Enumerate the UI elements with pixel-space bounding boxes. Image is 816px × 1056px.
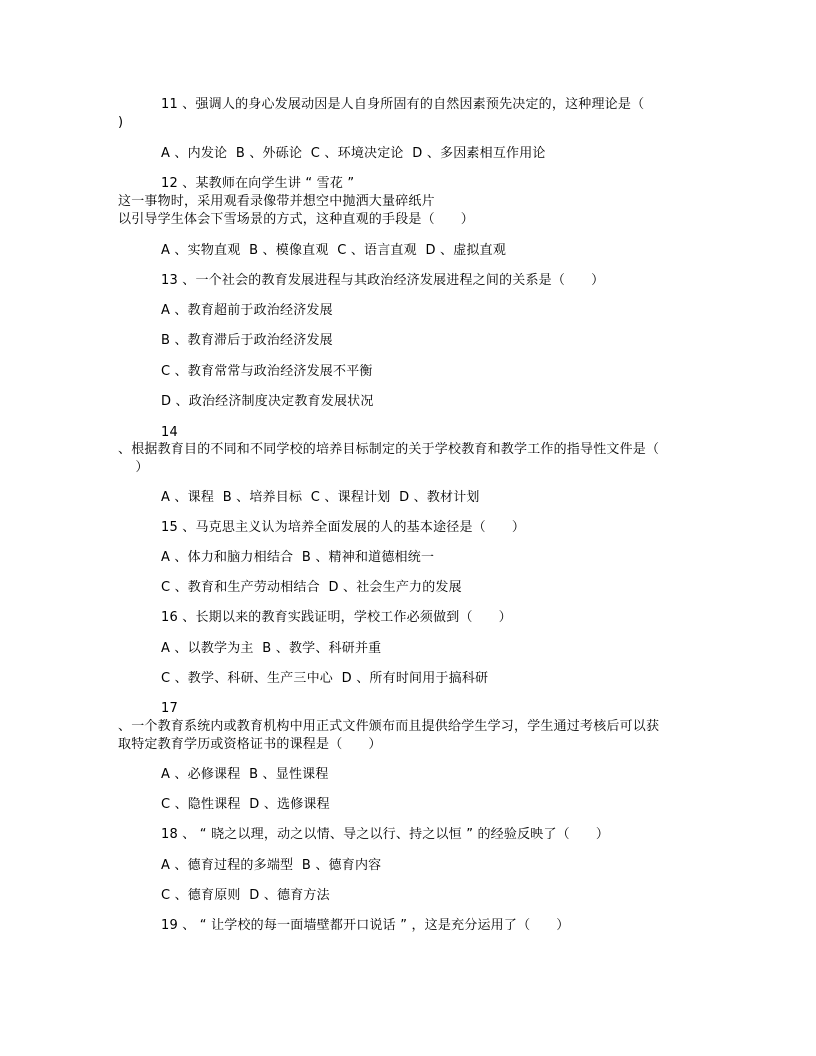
question-17-options-line-1: A 、必修课程 B 、显性课程 (161, 767, 329, 782)
question-13-stem: 13 、一个社会的教育发展进程与其政治经济发展进程之间的关系是（ ） (161, 273, 605, 288)
question-13-option-d: D 、政治经济制度决定教育发展状况 (161, 394, 374, 409)
question-18-options-line-2: C 、德育原则 D 、德育方法 (161, 888, 330, 903)
question-11-stem-line-2: ) (118, 115, 124, 130)
question-18-options-line-1: A 、德育过程的多端型 B 、德育内容 (161, 858, 382, 873)
question-14-stem-line-2: ） (118, 460, 149, 475)
question-17-options-line-2: C 、隐性课程 D 、选修课程 (161, 797, 330, 812)
question-13-option-c: C 、教育常常与政治经济发展不平衡 (161, 364, 373, 379)
question-12-stem-line-3: 以引导学生体会下雪场景的方式，这种直观的手段是（ ） (118, 212, 474, 227)
question-16-stem: 16 、长期以来的教育实践证明，学校工作必须做到（ ） (161, 610, 512, 625)
question-17-stem-line-1: 、一个教育系统内或教育机构中用正式文件颁布而且提供给学生学习，学生通过考核后可以获 (118, 719, 660, 734)
question-12-options: A 、实物直观 B 、模像直观 C 、语言直观 D 、虚拟直观 (161, 243, 507, 258)
question-16-options-line-1: A 、以教学为主 B 、教学、科研并重 (161, 641, 382, 656)
question-16-options-line-2: C 、教学、科研、生产三中心 D 、所有时间用于搞科研 (161, 671, 489, 686)
question-13-option-a: A 、教育超前于政治经济发展 (161, 303, 333, 318)
question-17-stem-line-2: 取特定教育学历或资格证书的课程是（ ） (118, 737, 382, 752)
question-15-stem: 15 、马克思主义认为培养全面发展的人的基本途径是（ ） (161, 520, 526, 535)
question-11-options: A 、内发论 B 、外砾论 C 、环境决定论 D 、多因素相互作用论 (161, 146, 546, 161)
question-14-options: A 、课程 B 、培养目标 C 、课程计划 D 、教材计划 (161, 490, 480, 505)
question-15-options-line-2: C 、教育和生产劳动相结合 D 、社会生产力的发展 (161, 580, 462, 595)
question-17-number: 17 (161, 701, 178, 716)
question-13-option-b: B 、教育滞后于政治经济发展 (161, 333, 333, 348)
question-12-stem-line-2: 这一事物时，采用观看录像带并想空中抛洒大量碎纸片 (118, 194, 435, 209)
question-12-stem-line-1: 12 、某教师在向学生讲 “ 雪花 ” (161, 176, 355, 191)
question-18-stem: 18 、 “ 晓之以理，动之以情、导之以行、持之以恒 ” 的经验反映了（ ） (161, 827, 610, 842)
question-19-stem: 19 、 “ 让学校的每一面墙壁都开口说话 ” ，这是充分运用了（ ） (161, 918, 570, 933)
question-11-stem-line-1: 11 、强调人的身心发展动因是人自身所固有的自然因素预先决定的，这种理论是（ (161, 97, 645, 112)
question-14-stem-line-1: 、根据教育目的不同和不同学校的培养目标制定的关于学校教育和教学工作的指导性文件是（ (118, 442, 660, 457)
question-15-options-line-1: A 、体力和脑力相结合 B 、精神和道德相统一 (161, 550, 435, 565)
question-14-number: 14 (161, 425, 178, 440)
